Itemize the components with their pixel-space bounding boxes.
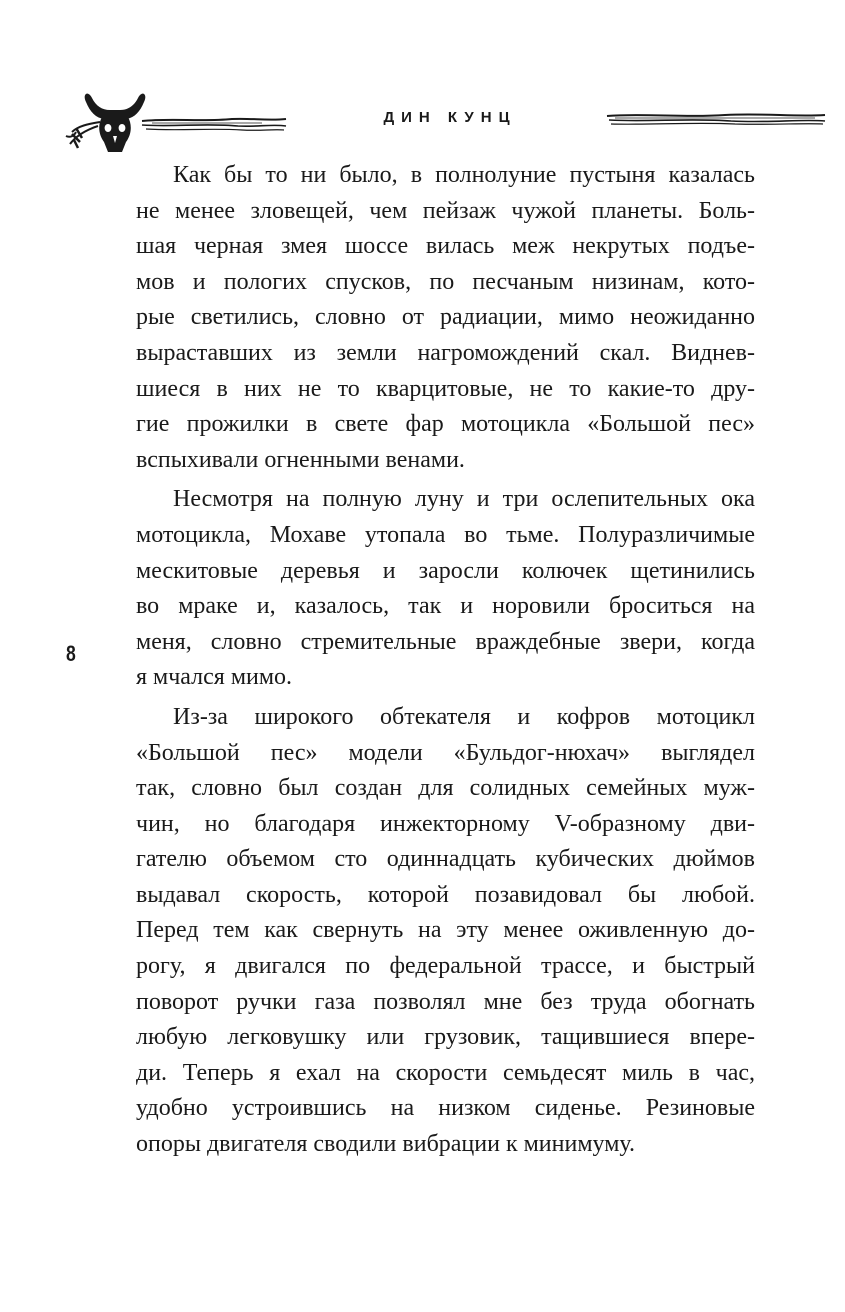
text-line: так, словно был создан для солидных семейных муж- xyxy=(136,775,755,802)
bull-skull-icon xyxy=(62,88,290,158)
text-line: шая черная змея шоссе вилась меж некрутых подъе- xyxy=(136,233,755,260)
body-text xyxy=(136,158,755,1167)
text-line: шиеся в них не то кварцитовые, не то какие-то дру- xyxy=(136,375,755,402)
text-line: мескитовые деревья и заросли колючек щетинились xyxy=(136,557,755,584)
paragraph-1 xyxy=(136,158,755,478)
text-line: Перед тем как свернуть на эту менее оживленную до- xyxy=(136,917,755,944)
text-line: меня, словно стремительные враждебные звери, когда xyxy=(136,628,755,655)
text-line: не менее зловещей, чем пейзаж чужой планеты. Боль- xyxy=(136,197,755,224)
text-line: я мчался мимо. xyxy=(136,664,293,691)
text-line: поворот ручки газа позволял мне без труда обогнать xyxy=(136,988,755,1015)
text-line: рые светились, словно от радиации, мимо неожиданно xyxy=(136,304,755,331)
text-line: удобно устроившись на низком сиденье. Резиновые xyxy=(136,1095,755,1122)
text-line: выраставших из земли нагромождений скал. Виднев- xyxy=(136,339,755,366)
page-header xyxy=(0,80,845,160)
text-line: гие прожилки в свете фар мотоцикла «Большой пес» xyxy=(136,411,755,438)
text-line: опоры двигателя сводили вибрации к минимуму. xyxy=(136,1131,635,1158)
text-line: любую легковушку или грузовик, тащившиеся впере- xyxy=(136,1024,755,1051)
text-line: мов и пологих спусков, по песчаным низинам, кото- xyxy=(136,268,755,295)
text-line: Как бы то ни было, в полнолуние пустыня казалась xyxy=(173,162,755,188)
text-line: чин, но благодаря инжекторному V-образному дви- xyxy=(136,810,755,837)
text-line: вспыхивали огненными венами. xyxy=(136,446,465,473)
text-line: «Большой пес» модели «Бульдог-нюхач» выглядел xyxy=(136,739,755,766)
paragraph-2 xyxy=(136,482,755,696)
text-line: ди. Теперь я ехал на скорости семьдесят миль в час, xyxy=(136,1059,755,1086)
text-line: во мраке и, казалось, так и норовили броситься на xyxy=(136,593,755,620)
text-line: мотоцикла, Мохаве утопала во тьме. Полуразличимые xyxy=(136,521,755,548)
page-number: 8 xyxy=(66,641,76,666)
text-line: гателю объемом сто одиннадцать кубических дюймов xyxy=(136,846,755,873)
text-line: Из-за широкого обтекателя и кофров мотоцикл xyxy=(173,703,755,730)
paragraph-3 xyxy=(136,700,755,1163)
decorative-rule-icon xyxy=(605,110,827,128)
text-line: рогу, я двигался по федеральной трассе, и быстрый xyxy=(136,953,755,980)
text-line: выдавал скорость, которой позавидовал бы любой. xyxy=(136,881,755,908)
text-line: Несмотря на полную луну и три ослепительных ока xyxy=(173,486,755,513)
running-head: ДИН КУНЦ xyxy=(383,109,517,126)
